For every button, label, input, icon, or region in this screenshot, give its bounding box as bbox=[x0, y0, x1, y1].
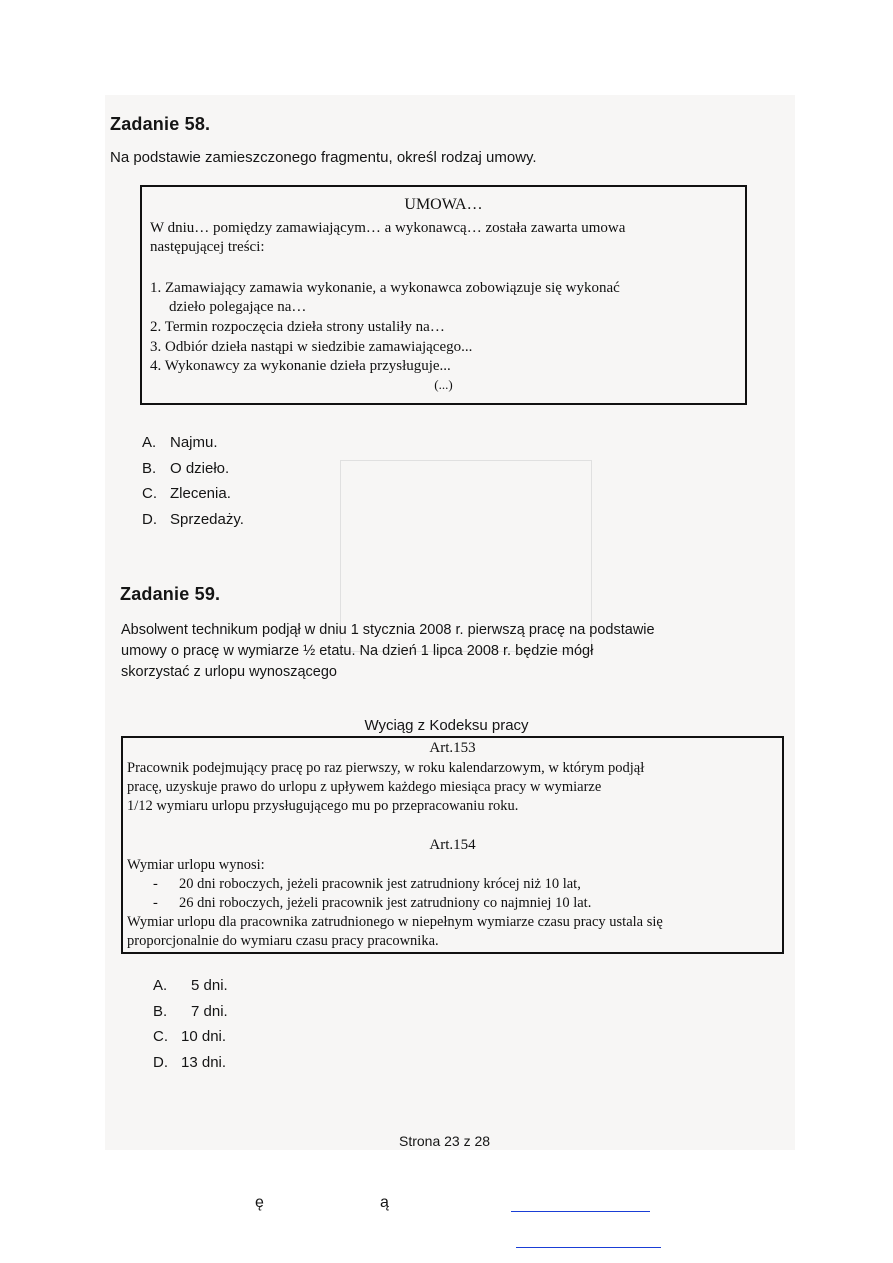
labour-code-box bbox=[121, 736, 784, 954]
option-b[interactable]: B. 7 dni. bbox=[153, 1002, 228, 1020]
contract-intro-2: następującej treści: bbox=[150, 239, 265, 255]
art-154-intro: Wymiar urlopu wynosi: bbox=[127, 857, 265, 873]
art-154-line-4: proporcjonalnie do wymiaru czasu pracy pracownika. bbox=[127, 933, 439, 949]
task59-question-1: Absolwent technikum podjął w dniu 1 stycznia 2008 r. pierwszą pracę na podstawie bbox=[121, 622, 655, 638]
art-154-heading: Art.154 bbox=[429, 837, 476, 853]
art-154-line-3: Wymiar urlopu dla pracownika zatrudnionego w niepełnym wymiarze czasu pracy ustala się bbox=[127, 914, 663, 930]
task58-title: Zadanie 58. bbox=[110, 114, 211, 134]
contract-intro-1: W dniu… pomiędzy zamawiającym… a wykonawcą… została zawarta umowa bbox=[150, 220, 626, 236]
contract-item-3: 3. Odbiór dzieła nastąpi w siedzibie zamawiającego... bbox=[150, 339, 473, 355]
link-underline-2[interactable] bbox=[516, 1247, 661, 1248]
contract-heading: UMOWA… bbox=[404, 196, 483, 213]
option-a[interactable]: A. 5 dni. bbox=[153, 977, 228, 994]
option-d[interactable]: D. Sprzedaży. bbox=[142, 510, 244, 528]
option-b[interactable]: B. O dzieło. bbox=[142, 459, 230, 477]
page-number: Strona 23 z 28 bbox=[399, 1133, 491, 1149]
stray-char-1: ę bbox=[255, 1194, 264, 1211]
option-c[interactable]: C. 10 dni. bbox=[153, 1028, 227, 1045]
art-153-line-2: pracę, uzyskuje prawo do urlopu z upływem każdego miesiąca pracy w wymiarze bbox=[127, 779, 602, 795]
extract-title: Wyciąg z Kodeksu pracy bbox=[364, 717, 529, 734]
contract-item-2: 2. Termin rozpoczęcia dzieła strony ustaliły na… bbox=[150, 319, 445, 335]
art-153-heading: Art.153 bbox=[429, 740, 476, 756]
task59-options bbox=[153, 973, 228, 1075]
task58-options bbox=[142, 430, 244, 532]
art-153-line-1: Pracownik podejmujący pracę po raz pierwszy, w roku kalendarzowym, w którym podjął bbox=[127, 760, 645, 776]
task59-title: Zadanie 59. bbox=[120, 584, 221, 604]
option-a[interactable]: A. Najmu. bbox=[142, 434, 218, 451]
art-153-line-3: 1/12 wymiaru urlopu przysługującego mu po przepracowaniu roku. bbox=[127, 798, 519, 814]
contract-item-4: 4. Wykonawcy za wykonanie dzieła przysługuje... bbox=[150, 358, 451, 374]
bullet-dash-1: - bbox=[153, 876, 158, 892]
art-154-bullet-2: 26 dni roboczych, jeżeli pracownik jest zatrudniony co najmniej 10 lat. bbox=[179, 895, 592, 911]
option-c[interactable]: C. Zlecenia. bbox=[142, 485, 231, 502]
bullet-dash-2: - bbox=[153, 895, 158, 911]
option-d[interactable]: D. 13 dni. bbox=[153, 1053, 227, 1071]
contract-ellipsis: (...) bbox=[434, 377, 453, 392]
art-154-bullet-1: 20 dni roboczych, jeżeli pracownik jest zatrudniony krócej niż 10 lat, bbox=[179, 876, 581, 892]
contract-item-1b: dzieło polegające na… bbox=[169, 299, 307, 315]
contract-item-1a: 1. Zamawiający zamawia wykonanie, a wykonawca zobowiązuje się wykonać bbox=[150, 280, 620, 296]
stray-char-2: ą bbox=[380, 1194, 389, 1211]
task59-question-2: umowy o pracę w wymiarze ½ etatu. Na dzień 1 lipca 2008 r. będzie mógł bbox=[121, 643, 594, 659]
link-underline-1[interactable] bbox=[511, 1211, 650, 1212]
contract-box bbox=[140, 185, 747, 405]
task59-question-3: skorzystać z urlopu wynoszącego bbox=[121, 664, 337, 680]
task58-question: Na podstawie zamieszczonego fragmentu, określ rodzaj umowy. bbox=[110, 149, 537, 166]
